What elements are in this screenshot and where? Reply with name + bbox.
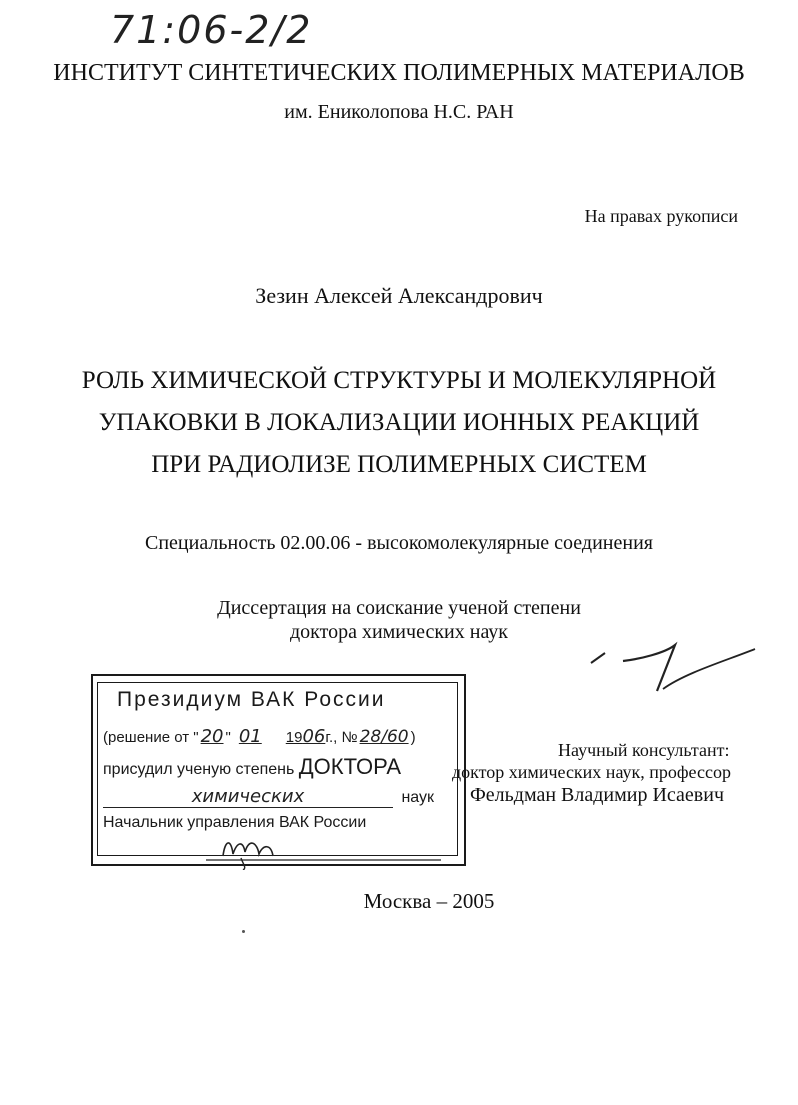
stamp-header: Президиум ВАК России (117, 688, 386, 711)
consultant-label: Научный консультант: (558, 740, 730, 760)
manuscript-rights: На правах рукописи (584, 206, 738, 226)
thesis-title-line-3: ПРИ РАДИОЛИЗЕ ПОЛИМЕРНЫХ СИСТЕМ (151, 451, 647, 478)
stamp-decision-quote: " (225, 729, 231, 746)
consultant-degree: доктор химических наук, профессор (452, 762, 731, 782)
stamp-awarded (103, 754, 401, 780)
stamp-decision-year-suffix: г., № (325, 729, 358, 746)
stamp-field-handwritten: химических (103, 786, 393, 808)
stamp-decision-suffix: ) (410, 729, 416, 746)
thesis-title-line-2: УПАКОВКИ В ЛОКАЛИЗАЦИИ ИОННЫХ РЕАКЦИЙ (98, 409, 700, 436)
stamp-decision (103, 726, 416, 747)
stamp-field-suffix: наук (401, 789, 435, 806)
stamp-decision-year: 06 (302, 726, 326, 747)
institute-subtitle: им. Ениколопова Н.С. РАН (284, 101, 514, 123)
degree-line-1: Диссертация на соискание ученой степени (217, 597, 581, 619)
stamp-decision-day: 20 (200, 726, 224, 747)
signature-mark-icon (585, 633, 760, 695)
stamp-decision-number: 28/60 (359, 727, 409, 747)
stamp-decision-month: 01 (238, 726, 262, 747)
stamp-decision-prefix: (решение от " (103, 729, 199, 746)
city-year: Москва – 2005 (363, 889, 495, 913)
archive-code: 71:06-2/2 (110, 8, 313, 52)
stamp-degree: ДОКТОРА (298, 754, 402, 779)
degree-line-2: доктора химических наук (289, 621, 509, 643)
author-name: Зезин Алексей Александрович (255, 283, 543, 308)
stamp-field (103, 786, 434, 808)
stamp-awarded-text: присудил ученую степень (103, 761, 295, 778)
vak-stamp (91, 674, 466, 866)
stamp-signature-icon (201, 830, 461, 870)
specialty: Специальность 02.00.06 - высокомолекулярные соединения (145, 532, 653, 554)
consultant-name: Фельдман Владимир Исаевич (470, 784, 725, 806)
stamp-chief: Начальник управления ВАК России (103, 814, 367, 831)
stamp-decision-year-prefix: 19 (285, 729, 303, 746)
institute-name: ИНСТИТУТ СИНТЕТИЧЕСКИХ ПОЛИМЕРНЫХ МАТЕРИАЛОВ (53, 60, 745, 86)
scan-speck (242, 930, 245, 933)
thesis-title-line-1: РОЛЬ ХИМИЧЕСКОЙ СТРУКТУРЫ И МОЛЕКУЛЯРНОЙ (81, 367, 717, 394)
